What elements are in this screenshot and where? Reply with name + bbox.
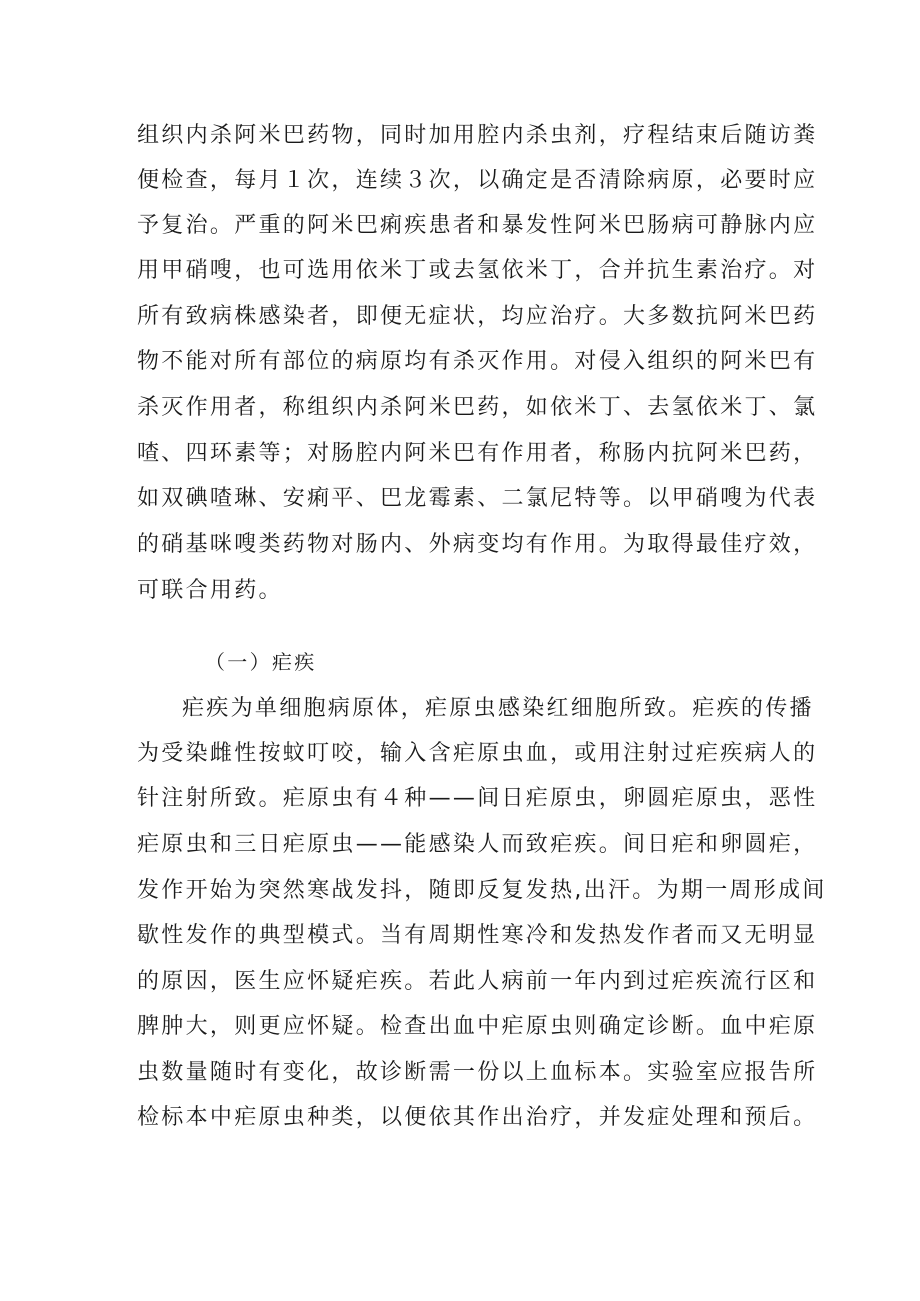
text-line: 可联合用药。 <box>137 578 283 603</box>
text-line: 为受染雌性按蚊叮咬，输入含疟原虫血，或用注射过疟疾病人的 <box>137 741 818 766</box>
text-line: 疟原虫和三日疟原虫——能感染人而致疟疾。间日疟和卵圆疟， <box>137 832 818 857</box>
text-line: 脾肿大，则更应怀疑。检查出血中疟原虫则确定诊断。血中疟原 <box>137 1014 818 1039</box>
text-line: 虫数量随时有变化，故诊断需一份以上血标本。实验室应报告所 <box>137 1060 818 1085</box>
text-line: 杀灭作用者，称组织内杀阿米巴药，如依米丁、去氢依米丁、氯 <box>137 395 818 420</box>
text-line: 针注射所致。疟原虫有４种——间日疟原虫，卵圆疟原虫，恶性 <box>137 786 818 811</box>
section-heading: （一）疟疾 <box>205 650 317 674</box>
text-line: 检标本中疟原虫种类，以便依其作出治疗，并发症处理和预后。 <box>137 1105 818 1130</box>
text-line: 发作开始为突然寒战发抖，随即反复发热,出汗。为期一周形成间 <box>137 878 827 903</box>
text-line: 所有致病株感染者，即便无症状，均应治疗。大多数抗阿米巴药 <box>137 304 818 329</box>
text-line: 物不能对所有部位的病原均有杀灭作用。对侵入组织的阿米巴有 <box>137 349 818 374</box>
text-line: 便检查，每月１次，连续３次，以确定是否清除病原，必要时应 <box>137 168 818 193</box>
text-line: 歇性发作的典型模式。当有周期性寒冷和发热发作者而又无明显 <box>137 923 818 948</box>
text-line: 疟疾为单细胞病原体，疟原虫感染红细胞所致。疟疾的传播 <box>182 696 814 721</box>
text-line: 予复治。严重的阿米巴痢疾患者和暴发性阿米巴肠病可静脉内应 <box>137 213 818 238</box>
text-line: 喳、四环素等；对肠腔内阿米巴有作用者，称肠内抗阿米巴药， <box>137 441 818 466</box>
text-line: 用甲硝嗖，也可选用依米丁或去氢依米丁，合并抗生素治疗。对 <box>137 258 818 283</box>
text-line: 的硝基咪嗖类药物对肠内、外病变均有作用。为取得最佳疗效， <box>137 532 818 557</box>
text-line: 的原因，医生应怀疑疟疾。若此人病前一年内到过疟疾流行区和 <box>137 969 818 994</box>
text-line: 如双碘喳琳、安痢平、巴龙霉素、二氯尼特等。以甲硝嗖为代表 <box>137 486 818 511</box>
text-line: 组织内杀阿米巴药物，同时加用腔内杀虫剂，疗程结束后随访粪 <box>137 123 818 148</box>
